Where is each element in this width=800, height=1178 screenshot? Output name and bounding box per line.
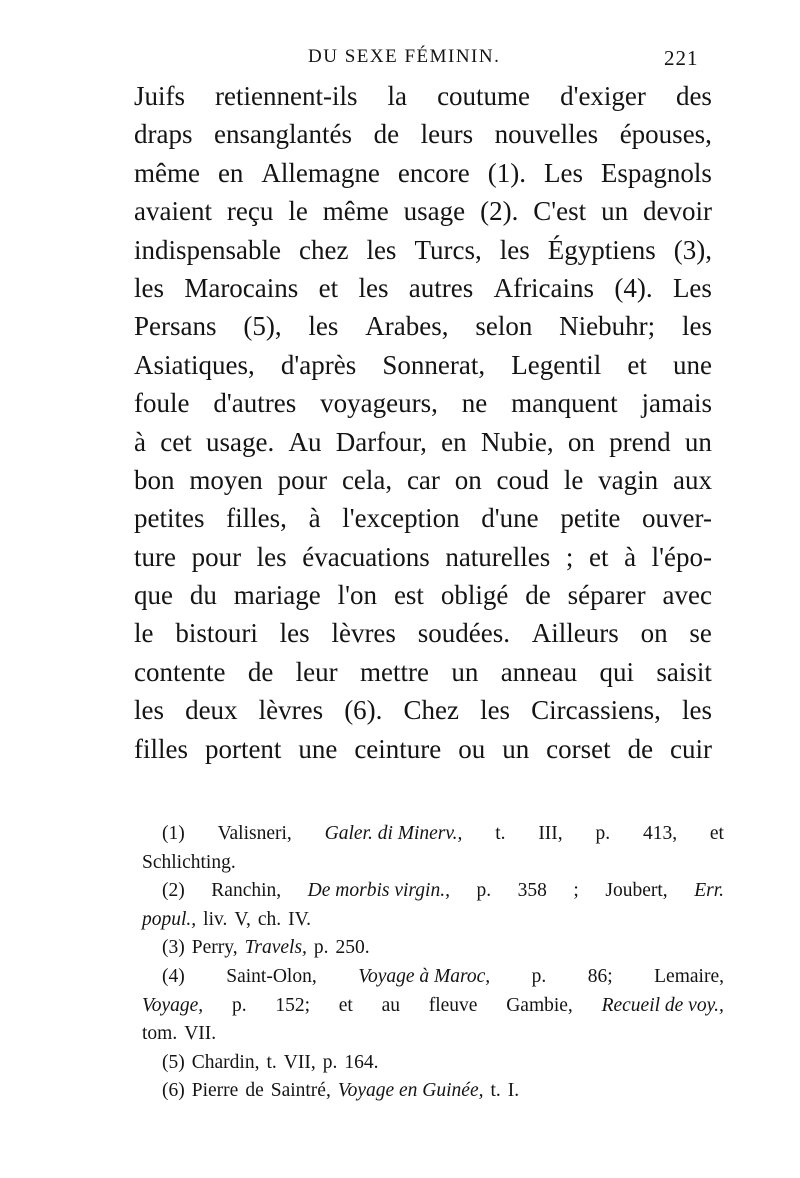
text-line — [134, 231, 712, 269]
word: se — [689, 618, 712, 649]
footnote-word: De morbis virgin., — [307, 880, 450, 902]
body-text — [134, 77, 712, 768]
footnote-word: de — [245, 1080, 264, 1102]
footnote-line — [142, 849, 724, 878]
text-line — [134, 499, 712, 537]
word: Ailleurs — [531, 618, 619, 649]
footnote-word: tom. — [142, 1023, 178, 1045]
text-line — [134, 614, 712, 652]
footnote-word: 250. — [335, 937, 370, 959]
word: (4). — [614, 272, 653, 303]
footnote-word: popul., — [142, 908, 197, 930]
word: pour — [191, 541, 242, 572]
footnote-word: (3) — [162, 937, 185, 959]
footnote-word: 164. — [344, 1051, 379, 1073]
text-line — [134, 461, 712, 499]
footnote-word: Travels, — [244, 937, 307, 959]
word: petites — [134, 503, 205, 534]
word: est — [393, 580, 424, 611]
text-line — [134, 269, 712, 307]
word: on — [454, 464, 482, 495]
word: Espagnols — [600, 157, 712, 188]
word: de — [373, 119, 400, 150]
text-line — [134, 115, 712, 153]
running-title: DU SEXE FÉMININ. — [308, 46, 501, 67]
word: avaient — [134, 196, 212, 227]
footnote-word: Joubert, — [605, 880, 668, 902]
word: retiennent-ils — [215, 81, 358, 111]
word: mettre — [360, 656, 429, 687]
word: foule — [134, 388, 190, 419]
word: ceinture — [354, 733, 442, 764]
footnote-word: et — [338, 994, 353, 1016]
word: Chez — [403, 695, 459, 726]
word: on — [640, 618, 668, 649]
footnote-line — [142, 1077, 724, 1106]
word: devoir — [643, 196, 712, 227]
word: l'exception — [342, 503, 460, 534]
footnote-line — [142, 992, 724, 1021]
word: les — [134, 695, 164, 726]
footnote-word: VII. — [184, 1023, 217, 1045]
word: évacuations — [302, 541, 430, 572]
word: car — [406, 464, 440, 495]
word: obligé — [440, 580, 509, 611]
footnote-word: p. — [595, 823, 611, 844]
word: ou — [458, 733, 486, 764]
text-line — [134, 691, 712, 729]
word: en — [217, 157, 244, 188]
word: de — [525, 580, 551, 611]
word: les — [681, 695, 712, 726]
word: voyageurs, — [320, 388, 438, 419]
word: coutume — [437, 81, 531, 111]
text-line — [134, 346, 712, 384]
footnote-word: Err. — [694, 880, 724, 902]
word: même — [322, 196, 389, 227]
word: leurs — [420, 119, 474, 150]
text-line — [134, 538, 712, 576]
text-line — [134, 192, 712, 230]
word: soudées. — [417, 618, 510, 649]
footnote-word: (5) — [162, 1051, 185, 1073]
word: les — [134, 272, 164, 303]
word: d'une — [481, 503, 539, 534]
footnote-word: Saint-Olon, — [226, 965, 317, 987]
word: d'exiger — [560, 81, 646, 111]
word: aux — [672, 464, 712, 495]
footnote-word: Recueil de voy., — [601, 994, 724, 1016]
footnote-word: Voyage, — [142, 994, 204, 1016]
word: Arabes, — [365, 311, 449, 342]
word: et — [627, 349, 647, 380]
word: mariage — [233, 580, 321, 611]
text-line — [134, 576, 712, 614]
footnote-word: (6) — [162, 1080, 185, 1102]
word: leur — [295, 656, 338, 687]
footnote-word: 413, — [642, 823, 678, 844]
word: Circassiens, — [531, 695, 661, 726]
word: le — [288, 196, 308, 227]
word: (5), — [243, 311, 282, 342]
footnote-word: Perry, — [191, 937, 238, 959]
word: d'après — [280, 349, 357, 380]
word: autres — [408, 272, 474, 303]
footnote-word: IV. — [288, 908, 312, 930]
word: deux — [185, 695, 238, 726]
footnote-word: p. — [531, 965, 547, 987]
word: corset — [546, 733, 611, 764]
word: lèvres — [331, 618, 396, 649]
footnote-line — [142, 906, 724, 935]
word: draps — [134, 119, 193, 150]
footnote-word: p. — [313, 937, 329, 959]
word: Au — [288, 426, 322, 457]
word: cuir — [670, 733, 712, 764]
footnote-line — [142, 1020, 724, 1049]
word: même — [134, 157, 200, 188]
word: le — [563, 464, 584, 495]
word: manquent — [511, 388, 618, 419]
footnote-word: Gambie, — [506, 994, 573, 1016]
word: l'épo- — [651, 541, 712, 572]
footnote-word: (4) — [162, 965, 185, 987]
word: contente — [134, 656, 226, 687]
word: jamais — [641, 388, 712, 419]
word: séparer — [567, 580, 646, 611]
word: Niebuhr; — [559, 311, 656, 342]
word: encore — [397, 157, 470, 188]
word: du — [189, 580, 217, 611]
word: (2). — [480, 196, 519, 227]
word: Turcs, — [414, 234, 482, 265]
word: (1). — [487, 157, 526, 188]
word: un — [451, 656, 479, 687]
word: les — [366, 234, 397, 265]
footnote-line — [142, 820, 724, 849]
footnote-word: 358 — [517, 880, 547, 902]
footnote-word: I. — [507, 1080, 520, 1102]
word: chez — [298, 234, 349, 265]
footnote-word: V, — [234, 908, 251, 930]
footnotes — [142, 820, 724, 1106]
word: et — [588, 541, 609, 572]
word: reçu — [226, 196, 274, 227]
word: Nubie, — [480, 426, 554, 457]
word: coud — [496, 464, 550, 495]
word: usage. — [206, 426, 275, 457]
footnote-word: 152; — [275, 994, 310, 1016]
text-line — [134, 154, 712, 192]
word: moyen — [189, 464, 263, 495]
word: indispensable — [134, 234, 281, 265]
footnote-word: III, — [538, 823, 563, 844]
word: les — [256, 541, 287, 572]
word: le — [134, 618, 154, 649]
word: cet — [160, 426, 192, 457]
word: (6). — [344, 695, 383, 726]
word: Asiatiques, — [134, 349, 255, 380]
word: petite — [560, 503, 621, 534]
footnote-word: Pierre — [191, 1080, 239, 1102]
word: bon — [134, 464, 175, 495]
word: d'autres — [213, 388, 297, 419]
word: l'on — [337, 580, 378, 611]
word: à — [308, 503, 321, 534]
word: saisit — [656, 656, 712, 687]
footnote-word: Ranchin, — [211, 880, 282, 902]
footnote-line — [142, 934, 724, 963]
footnote-word: Saintré, — [270, 1080, 331, 1102]
word: ensanglantés — [214, 119, 352, 150]
word: Darfour, — [335, 426, 427, 457]
word: les — [308, 311, 339, 342]
footnote-word: au — [381, 994, 400, 1016]
word: naturelles — [445, 541, 551, 572]
word: bistouri — [175, 618, 258, 649]
word: Les — [672, 272, 712, 303]
text-line — [134, 307, 712, 345]
word: la — [387, 81, 408, 111]
word: vagin — [598, 464, 659, 495]
word: les — [358, 272, 389, 303]
word: usage — [403, 196, 466, 227]
word: C'est — [533, 196, 587, 227]
footnote-word: t. — [490, 1080, 501, 1102]
footnote-word: Voyage à Maroc, — [358, 965, 491, 987]
footnote-word: et — [709, 823, 724, 844]
word: un — [502, 733, 530, 764]
footnote-word: p. — [231, 994, 247, 1016]
word: lèvres — [258, 695, 324, 726]
footnote-word: fleuve — [428, 994, 478, 1016]
word: et — [318, 272, 339, 303]
word: ture — [134, 541, 176, 572]
text-line — [134, 384, 712, 422]
word: les — [682, 311, 712, 342]
footnote-line — [142, 963, 724, 992]
word: les — [480, 695, 511, 726]
word: en — [441, 426, 467, 457]
word: des — [675, 81, 712, 111]
footnote-word: (1) — [162, 823, 185, 844]
word: filles — [134, 733, 188, 764]
footnote-word: 86; — [587, 965, 613, 987]
footnote-word: liv. — [203, 908, 228, 930]
word: Africains — [493, 272, 595, 303]
text-line — [134, 730, 712, 768]
word: de — [627, 733, 654, 764]
word: Allemagne — [261, 157, 380, 188]
word: pour — [277, 464, 328, 495]
word: un — [601, 196, 629, 227]
word: nouvelles — [494, 119, 599, 150]
word: avec — [662, 580, 712, 611]
footnote-line — [142, 877, 724, 906]
running-head — [0, 46, 800, 76]
footnote-word: Lemaire, — [654, 965, 724, 987]
word: que — [134, 580, 173, 611]
word: à — [624, 541, 637, 572]
word: épouses, — [619, 119, 712, 150]
footnote-word: Galer. di Minerv., — [324, 823, 463, 844]
text-line — [134, 653, 712, 691]
text-line — [134, 423, 712, 461]
word: Sonnerat, — [382, 349, 486, 380]
word: ouver- — [642, 503, 712, 534]
word: cela, — [341, 464, 393, 495]
word: selon — [475, 311, 533, 342]
footnote-word: Chardin, — [191, 1051, 260, 1073]
footnote-word: (2) — [162, 880, 185, 902]
word: un — [684, 426, 712, 457]
footnote-word: ch. — [257, 908, 282, 930]
footnote-word: Schlichting. — [142, 851, 236, 873]
page-number: 221 — [664, 46, 699, 70]
word: les — [279, 618, 310, 649]
word: Marocains — [184, 272, 299, 303]
word: ; — [565, 541, 574, 572]
footnote-word: p. — [322, 1051, 338, 1073]
word: de — [247, 656, 274, 687]
word: les — [499, 234, 530, 265]
word: une — [298, 733, 338, 764]
word: anneau — [500, 656, 578, 687]
footnote-word: Valisneri, — [217, 823, 292, 844]
word: à — [134, 426, 146, 457]
text-line — [134, 77, 712, 115]
word: Legentil — [511, 349, 602, 380]
word: prend — [609, 426, 671, 457]
footnote-word: p. — [476, 880, 492, 902]
word: une — [673, 349, 712, 380]
footnote-word: t. — [495, 823, 506, 844]
footnote-word: ; — [573, 880, 579, 902]
word: (3), — [673, 234, 712, 265]
word: Égyptiens — [547, 234, 656, 265]
word: portent — [204, 733, 282, 764]
footnote-word: t. — [266, 1051, 277, 1073]
word: Juifs — [134, 81, 186, 111]
footnote-line — [142, 1049, 724, 1078]
word: Les — [543, 157, 583, 188]
footnote-word: Voyage en Guinée, — [337, 1080, 484, 1102]
footnote-word: VII, — [283, 1051, 316, 1073]
word: on — [567, 426, 595, 457]
word: ne — [461, 388, 488, 419]
word: filles, — [226, 503, 287, 534]
word: qui — [599, 656, 635, 687]
word: Persans — [134, 311, 217, 342]
